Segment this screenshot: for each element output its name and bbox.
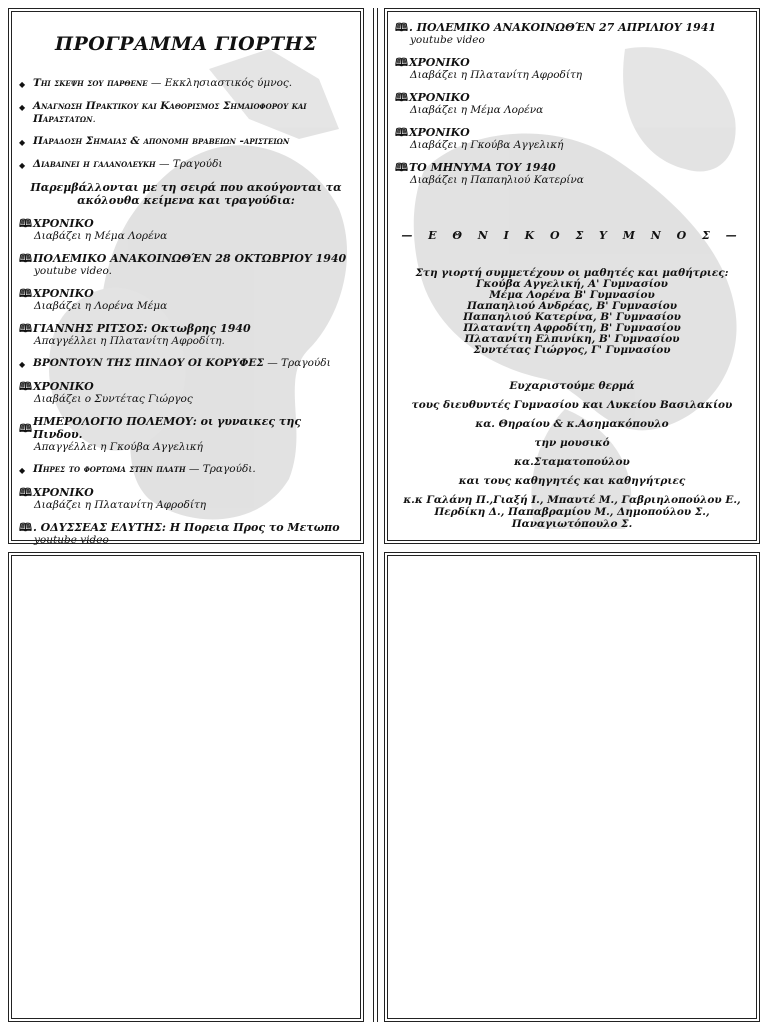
open-book-icon: 🕮: [19, 486, 32, 499]
entry-subtitle: Διαβάζει η Μέμα Λορένα: [410, 104, 544, 116]
thanks-line: κα.Σταματοπούλου: [514, 456, 630, 468]
bullet-title: Διαβαινει η γαλανολευκη: [33, 158, 156, 170]
participants-heading: Στη γιορτή συμμετέχουν οι μαθητές και μαθήτριες:: [415, 267, 729, 279]
entry-title: ΓΙΑΝΝΗΣ ΡΙΤΣΟΣ: Οκτωβρης 1940: [32, 322, 251, 335]
bullet-description: — Τραγούδι.: [185, 463, 256, 475]
bullet-diamond-icon: ◆: [19, 466, 26, 475]
open-book-icon: 🕮: [19, 322, 32, 335]
entry-subtitle: Διαβάζει η Πλατανίτη Αφροδίτη: [410, 69, 583, 81]
program-bullet-item: [19, 100, 353, 126]
bullet-title: Αναγνωση Πρακτικου και Καθορισμος Σημαιοφορου και Παραστατων: [33, 100, 307, 125]
open-book-icon: 🕮: [19, 380, 32, 393]
program-entry: [395, 56, 749, 82]
bullet-title: Πηρες το φορτωμα στην πλατη: [33, 463, 186, 475]
open-book-icon: 🕮: [19, 421, 32, 435]
program-list-left: [19, 9, 353, 578]
program-entry: [19, 415, 353, 454]
entry-subtitle: Απαγγέλλει η Πλατανίτη Αφροδίτη.: [34, 335, 225, 347]
entry-title: ΧΡΟΝΙΚΟ: [32, 217, 94, 230]
thanks-line: την μουσικό: [534, 437, 610, 449]
intro-text: Παρεμβάλλονται με τη σειρά που ακούγονται τα ακόλουθα κείμενα και τραγούδια:: [30, 181, 342, 207]
entry-subtitle: youtube video: [410, 34, 485, 46]
bullet-description: — Τραγούδι: [155, 158, 223, 170]
entry-subtitle: youtube video: [34, 534, 109, 546]
program-entry: [19, 217, 353, 243]
entry-subtitle: Διαβάζει η Παπαηλιού Κατερίνα: [410, 174, 584, 186]
program-bullet-item: [19, 77, 353, 91]
participant-name: Συντέτας Γιώργος, Γ' Γυμνασίου: [473, 344, 671, 356]
entry-title: . ΟΔΥΣΣΕΑΣ ΕΛΥΤΗΣ: Η Πορεια Προς το Μετωπο: [32, 521, 340, 534]
entry-subtitle: Διαβάζει η Πλατανίτη Αφροδίτη: [34, 499, 207, 511]
entry-subtitle: Διαβάζει η Μέμα Λορένα: [34, 230, 168, 242]
entry-subtitle: Διαβάζει ο Συντέτας Γιώργος: [34, 393, 193, 405]
program-entry: [19, 486, 353, 512]
participant-name: Γκούβα Αγγελική, Α' Γυμνασίου: [476, 278, 668, 290]
program-entry: [395, 91, 749, 117]
entry-title: ΤΟ ΜΗΝΥΜΑ ΤΟΥ 1940: [408, 161, 556, 174]
program-bullet-item: [19, 463, 353, 477]
participants-list: [395, 268, 749, 356]
open-book-icon: 🕮: [19, 252, 32, 265]
open-book-icon: 🕮: [395, 56, 408, 69]
thanks-line: και τους καθηγητές και καθηγήτριες: [458, 475, 686, 487]
open-book-icon: 🕮: [395, 161, 408, 174]
blank-panel-left: [8, 552, 364, 1022]
program-entry: [19, 521, 353, 547]
entry-title: ΧΡΟΝΙΚΟ: [32, 486, 94, 499]
participant-name: Παπαηλιού Ανδρέας, Β' Γυμνασίου: [466, 300, 678, 312]
open-book-icon: 🕮: [19, 287, 32, 300]
entry-subtitle: youtube video.: [34, 265, 112, 277]
thanks-line: τους διευθυντές Γυμνασίου και Λυκείου Βασιλακίου: [411, 399, 733, 411]
entry-subtitle: Διαβάζει η Γκούβα Αγγελική: [410, 139, 564, 151]
entry-title: ΧΡΟΝΙΚΟ: [32, 380, 94, 393]
open-book-icon: 🕮: [19, 521, 32, 534]
program-panel-right: [384, 8, 760, 544]
program-entry: [395, 126, 749, 152]
program-entry: [395, 161, 749, 187]
bullet-diamond-icon: ◆: [19, 103, 26, 112]
entry-subtitle: Διαβάζει η Λορένα Μέμα: [34, 300, 168, 312]
bullet-diamond-icon: ◆: [19, 138, 26, 147]
bullet-description: — Τραγούδι: [263, 357, 331, 369]
participant-name: Πλατανίτη Αφροδίτη, Β' Γυμνασίου: [463, 322, 681, 334]
bullet-diamond-icon: ◆: [19, 161, 26, 170]
fold-line: [377, 8, 378, 1022]
acknowledgements: [395, 380, 749, 530]
entry-title: ΧΡΟΝΙΚΟ: [408, 91, 470, 104]
program-bullet-item: [19, 357, 353, 371]
entry-title: ΧΡΟΝΙΚΟ: [408, 56, 470, 69]
program-bullet-item: [19, 135, 353, 149]
program-entry: [395, 21, 749, 47]
thanks-line: Ευχαριστούμε θερμά: [509, 380, 635, 392]
entry-title: ΗΜΕΡΟΛΟΓΙΟ ΠΟΛΕΜΟΥ: οι γυναικες της Πινδου.: [32, 415, 302, 441]
bullet-description: — Εκκλησιαστικός ύμνος.: [147, 77, 293, 89]
entry-subtitle: Απαγγέλλει η Γκούβα Αγγελική: [34, 441, 203, 453]
participant-name: Μέμα Λορένα Β' Γυμνασίου: [489, 289, 655, 301]
thanks-line: κα. Θηραίου & κ.Ασημακόπουλο: [475, 418, 669, 430]
entry-title: ΧΡΟΝΙΚΟ: [32, 287, 94, 300]
fold-line: [373, 8, 374, 1022]
bullet-title: Τηι σκεψη σου παρθενε: [33, 77, 148, 89]
entry-title: . ΠΟΛΕΜΙΚΟ ΑΝΑΚΟΙΝΩΘΈΝ 27 ΑΠΡΙΛΙΟΥ 1941: [408, 21, 717, 34]
open-book-icon: 🕮: [395, 126, 408, 139]
national-anthem-heading: — Ε Θ Ν Ι Κ Ο Σ Υ Μ Ν Ο Σ —: [401, 229, 743, 242]
bullet-diamond-icon: ◆: [19, 360, 26, 369]
program-entry: [19, 287, 353, 313]
program-bullet-item: [19, 158, 353, 172]
program-panel-left: [8, 8, 364, 544]
program-entry: [19, 322, 353, 348]
entry-title: ΠΟΛΕΜΙΚΟ ΑΝΑΚΟΙΝΩΘΈΝ 28 ΟΚΤΩΒΡΙΟΥ 1940: [32, 252, 347, 265]
program-entry: [19, 252, 353, 278]
open-book-icon: 🕮: [395, 91, 408, 104]
program-entry: [19, 380, 353, 406]
page-title: ΠΡΟΓΡΑΜΜΑ ΓΙΟΡΤΗΣ: [55, 33, 317, 55]
bullet-description: .: [92, 113, 96, 125]
open-book-icon: 🕮: [395, 21, 408, 34]
participant-name: Πλατανίτη Ελπινίκη, Β' Γυμνασίου: [464, 333, 680, 345]
program-list-right: [395, 21, 749, 537]
thanks-line: κ.κ Γαλάνη Π.,Γιαξή Ι., Μπαυτέ Μ., Γαβριηλοπούλου Ε., Περδίκη Δ., Παπαβραμίου Μ., Δημοπούλου Σ., Παναγιωτόπουλο Σ.: [403, 494, 741, 530]
open-book-icon: 🕮: [19, 217, 32, 230]
participant-name: Παπαηλιού Κατερίνα, Β' Γυμνασίου: [463, 311, 681, 323]
entry-title: ΧΡΟΝΙΚΟ: [408, 126, 470, 139]
bullet-diamond-icon: ◆: [19, 80, 26, 89]
bullet-title: Παραδοση Σημαιας & απονομη βραβειων -αριστειων: [33, 135, 290, 147]
bullet-title: ΒΡΟΝΤΟΥΝ ΤΗΣ ΠΙΝΔΟΥ ΟΙ ΚΟΡΥΦΕΣ: [33, 357, 264, 369]
blank-panel-right: [384, 552, 760, 1022]
